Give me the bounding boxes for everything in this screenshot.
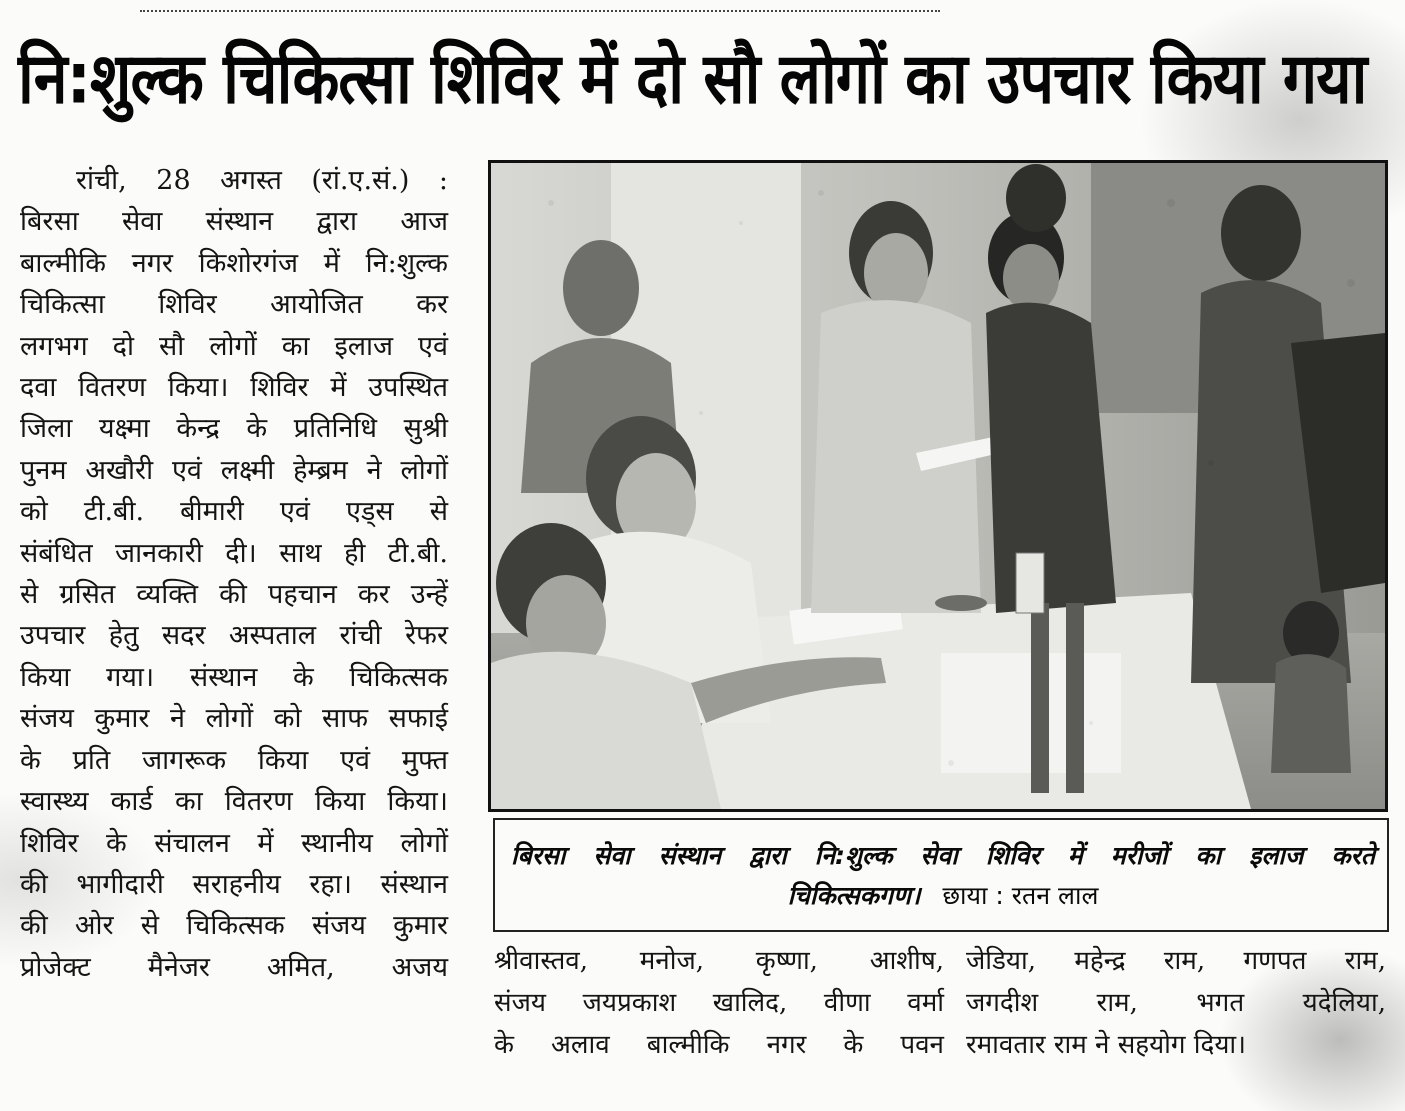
- article-line: दवा वितरण किया। शिविर में उपस्थित: [20, 372, 448, 404]
- article-middle-column: [494, 940, 944, 1066]
- article-line: की ओर से चिकित्सक संजय कुमार: [20, 910, 448, 942]
- caption-line: [511, 876, 1375, 916]
- article-line: स्वास्थ्य कार्ड का वितरण किया किया।: [20, 786, 448, 818]
- article-line: के प्रति जागरूक किया एवं मुफ्त: [20, 744, 448, 776]
- news-photo: [488, 160, 1388, 812]
- top-dotted-rule: [140, 10, 940, 12]
- article-line: प्रोजेक्ट मैनेजर अमित, अजय: [20, 951, 448, 983]
- article-left-column: [20, 160, 448, 988]
- article-line: संबंधित जानकारी दी। साथ ही टी.बी.: [20, 537, 448, 569]
- photo-credit: छाया : रतन लाल: [942, 881, 1099, 910]
- article-right-column: [966, 940, 1386, 1066]
- article-line: चिकित्सा शिविर आयोजित कर: [20, 289, 448, 321]
- article-line: रमावतार राम ने सहयोग दिया।: [966, 1030, 1247, 1060]
- article-line: शिविर के संचालन में स्थानीय लोगों: [20, 827, 448, 859]
- article-line: किया गया। संस्थान के चिकित्सक: [20, 661, 448, 693]
- caption-line2-text: चिकित्सकगण।: [787, 881, 921, 910]
- article-line: जिला यक्ष्मा केन्द्र के प्रतिनिधि सुश्री: [20, 413, 448, 445]
- article-line: संजय कुमार ने लोगों को साफ सफाई: [20, 703, 448, 735]
- article-line: लगभग दो सौ लोगों का इलाज एवं: [20, 330, 448, 362]
- article-line: जेडिया, महेन्द्र राम, गणपत राम,: [966, 946, 1386, 976]
- article-line: बाल्मीकि नगर किशोरगंज में नि:शुल्क: [20, 247, 448, 279]
- article-line: को टी.बी. बीमारी एवं एड्स से: [20, 496, 448, 528]
- article-line: की भागीदारी सराहनीय रहा। संस्थान: [20, 868, 448, 900]
- article-line: से ग्रसित व्यक्ति की पहचान कर उन्हें: [20, 579, 448, 611]
- article-line: बिरसा सेवा संस्थान द्वारा आज: [20, 206, 448, 238]
- article-line: जगदीश राम, भगत यदेलिया,: [966, 988, 1386, 1018]
- article-line: पुनम अखौरी एवं लक्ष्मी हेम्ब्रम ने लोगों: [20, 454, 448, 486]
- headline: नि:शुल्क चिकित्सा शिविर में दो सौ लोगों का उपचार किया गया: [18, 38, 1367, 120]
- article-line: उपचार हेतु सदर अस्पताल रांची रेफर: [20, 620, 448, 652]
- photo-illustration: [491, 163, 1385, 809]
- article-line: श्रीवास्तव, मनोज, कृष्णा, आशीष,: [494, 946, 944, 976]
- article-line: संजय जयप्रकाश खालिद, वीणा वर्मा: [494, 988, 944, 1018]
- photo-caption: [493, 818, 1389, 932]
- article-line: के अलाव बाल्मीकि नगर के पवन: [494, 1030, 944, 1060]
- article-line: रांची, 28 अगस्त (रां.ए.सं.) :: [76, 165, 448, 196]
- caption-line: बिरसा सेवा संस्थान द्वारा नि:शुल्क सेवा शिविर में मरीजों का इलाज करते: [511, 841, 1375, 870]
